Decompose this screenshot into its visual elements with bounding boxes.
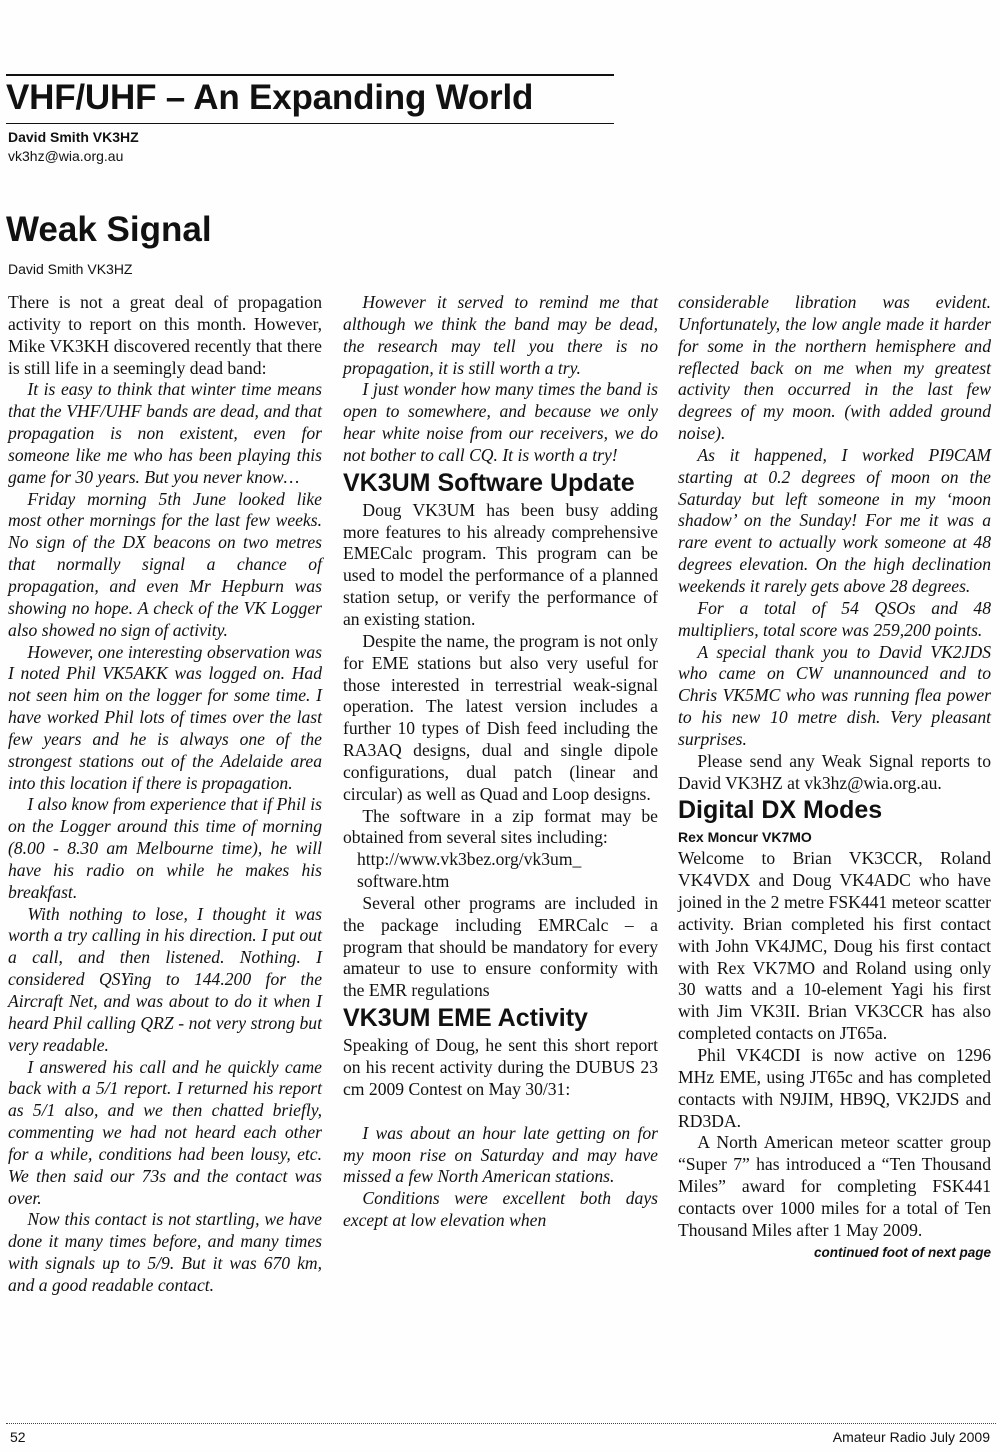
quote-paragraph: It is easy to think that winter time means that the VHF/UHF bands are dead, and that propagation is non existent, even for someone like me who has been playing this game for 30 years. But you never know… [8,379,322,487]
paragraph: The software in a zip format may be obtained from several sites including: [343,805,658,848]
paragraph-gap [343,1101,658,1123]
quote-paragraph: I also know from experience that if Phil is on the Logger around this time of morning (8.00 - 8.30 am Melbourne time), he will have his radio on while he makes his breakfast. [8,794,322,902]
column-email: vk3hz@wia.org.au [8,148,124,164]
subsection-author: Rex Moncur VK7MO [678,829,812,846]
paragraph: Please send any Weak Signal reports to David VK3HZ at vk3hz@wia.org.au. [678,750,991,793]
quote-paragraph: considerable libration was evident. Unfortunately, the low angle made it harder for some in the northern hemisphere and reflected back on me when my greatest activity then occurred in the last few degrees of my moon. (with added ground noise). [678,292,991,444]
quote-paragraph: Now this contact is not startling, we have done it many times before, and many times with signals up to 5/9. But it was 670 km, and a good readable contact. [8,1209,322,1295]
magazine-issue: Amateur Radio July 2009 [832,1429,990,1445]
quote-paragraph: I just wonder how many times the band is open to somewhere, and because we only hear white noise from our receivers, we do not bother to call CQ. It is worth a try! [343,379,658,465]
quote-paragraph: With nothing to lose, I thought it was worth a try calling in his direction. I put out a call, and then listened. Nothing. I considered QSYing to 144.200 for the Aircraft Net, and was about to do it when I heard Phil calling QRZ - not very strong but very readable. [8,903,322,1055]
paragraph: Speaking of Doug, he sent this short report on his recent activity during the DUBUS 23 cm 2009 Contest on May 30/31: [343,1035,658,1099]
subheading-software-update: VK3UM Software Update [343,468,635,497]
section-title: Weak Signal [6,210,212,249]
quote-paragraph: However, one interesting observation was I noted Phil VK5AKK was logged on. Had not seen him on the logger for some time. I have worked Phil lots of times over the last few years and he is always one of the strongest stations out of the Adelaide area into this location if there is propagation. [8,641,322,793]
text-column-1 [8,292,322,1297]
column-title: VHF/UHF – An Expanding World [6,78,534,117]
quote-paragraph: Conditions were excellent both days except at low elevation when [343,1188,658,1231]
header-top-rule [6,74,614,76]
header-bottom-rule [6,123,614,124]
paragraph: Despite the name, the program is not only for EME stations but also very useful for those interested in terrestrial weak-signal operation. The latest version includes a further 10 types of Dish feed including the RA3AQ designs, dual and single dipole configurations, dual patch (linear and circular) as well as Quad and Loop designs. [343,630,658,804]
subheading-eme-activity: VK3UM EME Activity [343,1004,588,1033]
paragraph: Several other programs are included in the package including EMRCalc – a program that should be mandatory for every amateur to use to ensure conformity with the EMR regulations [343,892,658,1001]
software-url: http://www.vk3bez.org/vk3um_ software.htm [357,849,582,892]
text-column-2 [343,292,658,1232]
paragraph: There is not a great deal of propagation activity to report on this month. However, Mike VK3KH discovered recently that there is still life in a seemingly dead band: [8,292,322,378]
paragraph: Doug VK3UM has been busy adding more features to his already comprehensive EMECalc program. This program can be used to model the performance of a planned station setup, or verify the performance of an existing station. [343,499,658,629]
paragraph: A North American meteor scatter group “Super 7” has introduced a “Ten Thousand Miles” award for completing FSK441 contacts over 1000 miles for a total of Ten Thousand Miles after 1 May 2009. [678,1132,991,1240]
text-column-3 [678,292,991,1264]
quote-paragraph: Friday morning 5th June looked like most other mornings for the last few weeks. No sign of the DX beacons on two metres that normally signal a chance of propagation, and even Mr Hepburn was showing no hope. A check of the VK Logger also showed no sign of activity. [8,488,322,640]
page-number: 52 [10,1429,26,1445]
column-author: David Smith VK3HZ [8,129,139,145]
quote-paragraph: As it happened, I worked PI9CAM starting at 0.2 degrees of moon on the Saturday but left someone in my ‘moon shadow’ on the Sunday! For me it was a rare event to actually work someone at 48 degrees elevation. On the high declination weekends it rarely gets above 28 degrees. [678,444,991,596]
subheading-digital-dx-modes: Digital DX Modes [678,796,883,825]
quote-paragraph: A special thank you to David VK2JDS who came on CW unannounced and to Chris VK5MC who was running flea power to his new 10 metre dish. Very pleasant surprises. [678,641,991,749]
section-author: David Smith VK3HZ [8,261,133,277]
paragraph: Welcome to Brian VK3CCR, Roland VK4VDX and Doug VK4ADC who have joined in the 2 metre FSK441 meteor scatter activity. Brian completed his first contact with John VK4JMC, Doug his first contact with Rex VK7MO and Roland using only 30 watts and a 10-element Yagi his first with Jim VK3II. Brian VK3CCR has also completed contacts on JT65a. [678,848,991,1044]
footer-rule [6,1423,996,1424]
quote-paragraph: I was about an hour late getting on for my moon rise on Saturday and may have missed a few North American stations. [343,1122,658,1187]
quote-paragraph: However it served to remind me that although we think the band may be dead, the research may tell you there is no propagation, it is still worth a try. [343,292,658,378]
quote-paragraph: I answered his call and he quickly came back with a 5/1 report. I returned his report as 5/1 also, and we then chatted briefly, commenting we had not heard each other for a while, conditions had been lousy, etc. We then said our 73s and the contact was over. [8,1056,322,1208]
quote-paragraph: For a total of 54 QSOs and 48 multipliers, total score was 259,200 points. [678,597,991,640]
continued-note: continued foot of next page [814,1244,991,1260]
paragraph: Phil VK4CDI is now active on 1296 MHz EME, using JT65c and has completed contacts with N9JIM, HB9Q, VK2JDS and RD3DA. [678,1045,991,1131]
